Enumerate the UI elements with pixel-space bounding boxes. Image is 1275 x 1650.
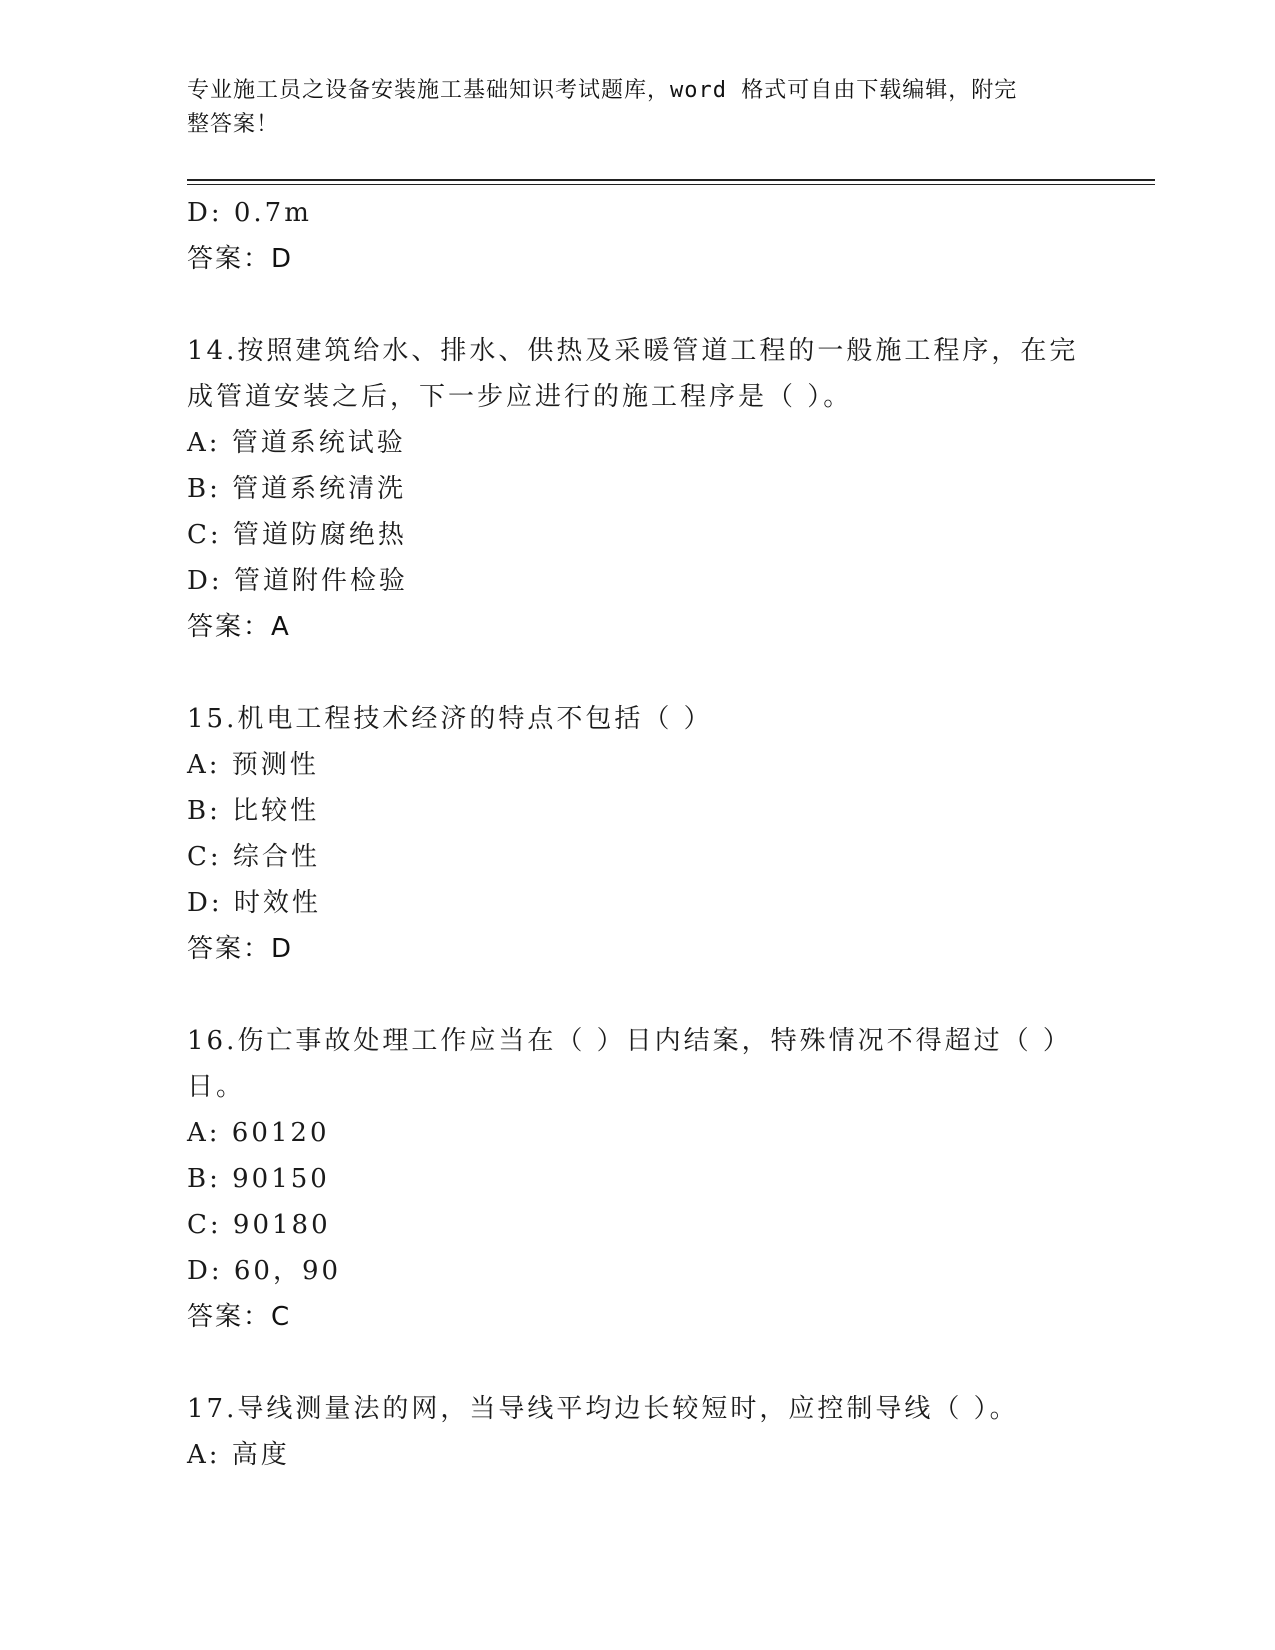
answer-line: 答案：D (187, 244, 294, 274)
option-c: C: 综合性 (187, 842, 320, 872)
carry-over-block (187, 190, 1087, 282)
question-14 (187, 328, 1087, 650)
header-line-2: 整答案！ (187, 112, 280, 137)
option-b: B: 管道系统清洗 (187, 474, 407, 504)
option-b: B: 90150 (187, 1164, 330, 1194)
answer-line: 答案：A (187, 612, 291, 642)
option-d: D: 时效性 (187, 888, 321, 918)
option-a: A: 预测性 (187, 750, 319, 780)
option-d: D: 0.7m (187, 198, 312, 228)
header-line-1: 专业施工员之设备安装施工基础知识考试题库，word 格式可自由下载编辑，附完 (187, 78, 1018, 103)
option-d: D: 管道附件检验 (187, 566, 408, 596)
option-c: C: 管道防腐绝热 (187, 520, 407, 550)
question-stem: 14.按照建筑给水、排水、供热及采暖管道工程的一般施工程序，在完 (187, 336, 1079, 366)
question-15 (187, 696, 1087, 972)
option-a: A: 高度 (187, 1440, 290, 1470)
answer-line: 答案：C (187, 1302, 292, 1332)
question-stem: 17.导线测量法的网，当导线平均边长较短时，应控制导线（ ）。 (187, 1394, 1019, 1424)
question-stem: 15.机电工程技术经济的特点不包括（ ） (187, 704, 713, 734)
header-divider-thin (187, 184, 1155, 185)
question-stem-continued: 日。 (187, 1072, 246, 1102)
option-d: D: 60，90 (187, 1256, 342, 1286)
question-16 (187, 1018, 1087, 1340)
answer-line: 答案：D (187, 934, 294, 964)
option-c: C: 90180 (187, 1210, 331, 1240)
header-divider-thick (187, 179, 1155, 181)
option-b: B: 比较性 (187, 796, 320, 826)
document-header (187, 74, 1087, 142)
option-a: A: 60120 (187, 1118, 330, 1148)
question-stem: 16.伤亡事故处理工作应当在（ ）日内结案，特殊情况不得超过（ ） (187, 1026, 1072, 1056)
question-list (187, 190, 1087, 1478)
question-17 (187, 1386, 1087, 1478)
question-stem-continued: 成管道安装之后，下一步应进行的施工程序是（ ）。 (187, 382, 853, 412)
option-a: A: 管道系统试验 (187, 428, 406, 458)
